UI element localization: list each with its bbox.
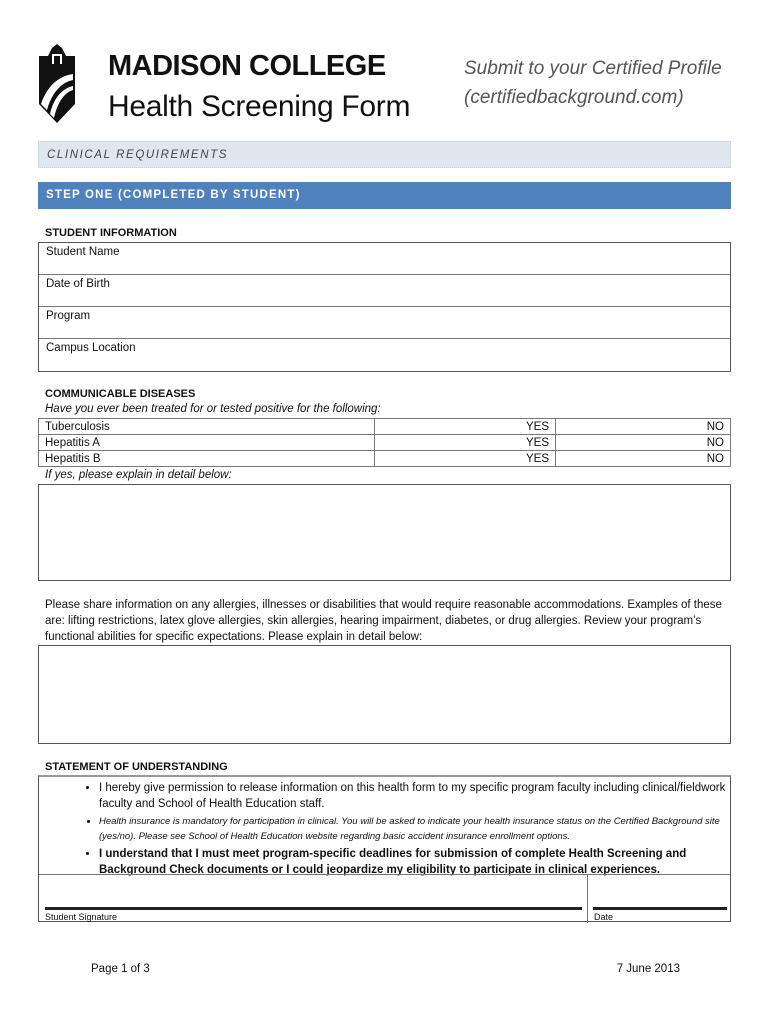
date-label: Date [594,912,614,922]
page-number: Page 1 of 3 [91,963,150,975]
yes-option[interactable]: YES [375,419,556,435]
no-option[interactable]: NO [556,451,731,467]
diseases-heading: COMMUNICABLE DISEASES [45,388,196,400]
revision-date: 7 June 2013 [616,963,680,975]
explain-instruction: If yes, please explain in detail below: [45,469,232,481]
student-name-field[interactable]: Student Name [39,243,730,275]
signature-line[interactable] [45,907,582,910]
signature-label: Student Signature [45,912,118,922]
statement-bullet: • Health insurance is mandatory for participation in clinical. You will be asked to indicate your health insurance status on the Certified Background site (yes/no). Please see School of Health Education website regarding basic accident insurance enrollment options. [99,814,730,844]
disease-name: Tuberculosis [39,419,375,435]
no-option[interactable]: NO [556,419,731,435]
divider [587,875,588,923]
diseases-question: Have you ever been treated for or tested positive for the following: [45,403,381,415]
submit-instruction: Submit to your Certified Profile [464,58,722,79]
no-option[interactable]: NO [556,435,731,451]
table-row [39,435,731,451]
submit-website: (certifiedbackground.com) [464,87,684,108]
accommodations-explanation-box[interactable] [38,645,731,744]
diseases-explanation-box[interactable] [38,484,731,581]
date-line[interactable] [593,907,727,910]
yes-option[interactable]: YES [375,451,556,467]
step-title: STEP ONE (COMPLETED BY STUDENT) [46,189,301,201]
madison-college-logo-icon [38,44,76,124]
section-title: CLINICAL REQUIREMENTS [47,149,228,161]
date-of-birth-field[interactable]: Date of Birth [39,275,730,307]
disease-name: Hepatitis A [39,435,375,451]
campus-location-field[interactable]: Campus Location [46,342,136,354]
program-field[interactable]: Program [39,307,730,339]
table-row [39,419,731,435]
signature-row [39,874,730,923]
accommodations-instruction: Please share information on any allergies, illnesses or disabilities that would require reasonable accommodations. Examples of these are: lifting restrictions, latex glove allergies, skin allergies, hearing impairment, diabetes, or drug allergies. Review your program’s functional abilities for specific expectations. Please explain in detail below: [45,599,722,643]
diseases-table [38,418,731,467]
student-info-heading: STUDENT INFORMATION [45,227,177,239]
disease-name: Hepatitis B [39,451,375,467]
step-one-bar [38,182,731,209]
statement-box [38,775,731,922]
yes-option[interactable]: YES [375,435,556,451]
student-info-table [38,242,731,372]
form-title: Health Screening Form [108,90,411,123]
statement-bullet: • I hereby give permission to release information on this health form to my specific program faculty including clinical/fieldwork faculty and School of Health Education staff. [99,780,730,812]
college-name: MADISON COLLEGE [108,50,386,82]
table-row [39,451,731,467]
statement-bullet: • I understand that I must meet program-specific deadlines for submission of complete Health Screening and Background Check documents or I could jeopardize my eligibility to participate in clinical experiences. [99,846,730,878]
clinical-requirements-bar [38,141,731,168]
statement-heading: STATEMENT OF UNDERSTANDING [45,761,228,773]
